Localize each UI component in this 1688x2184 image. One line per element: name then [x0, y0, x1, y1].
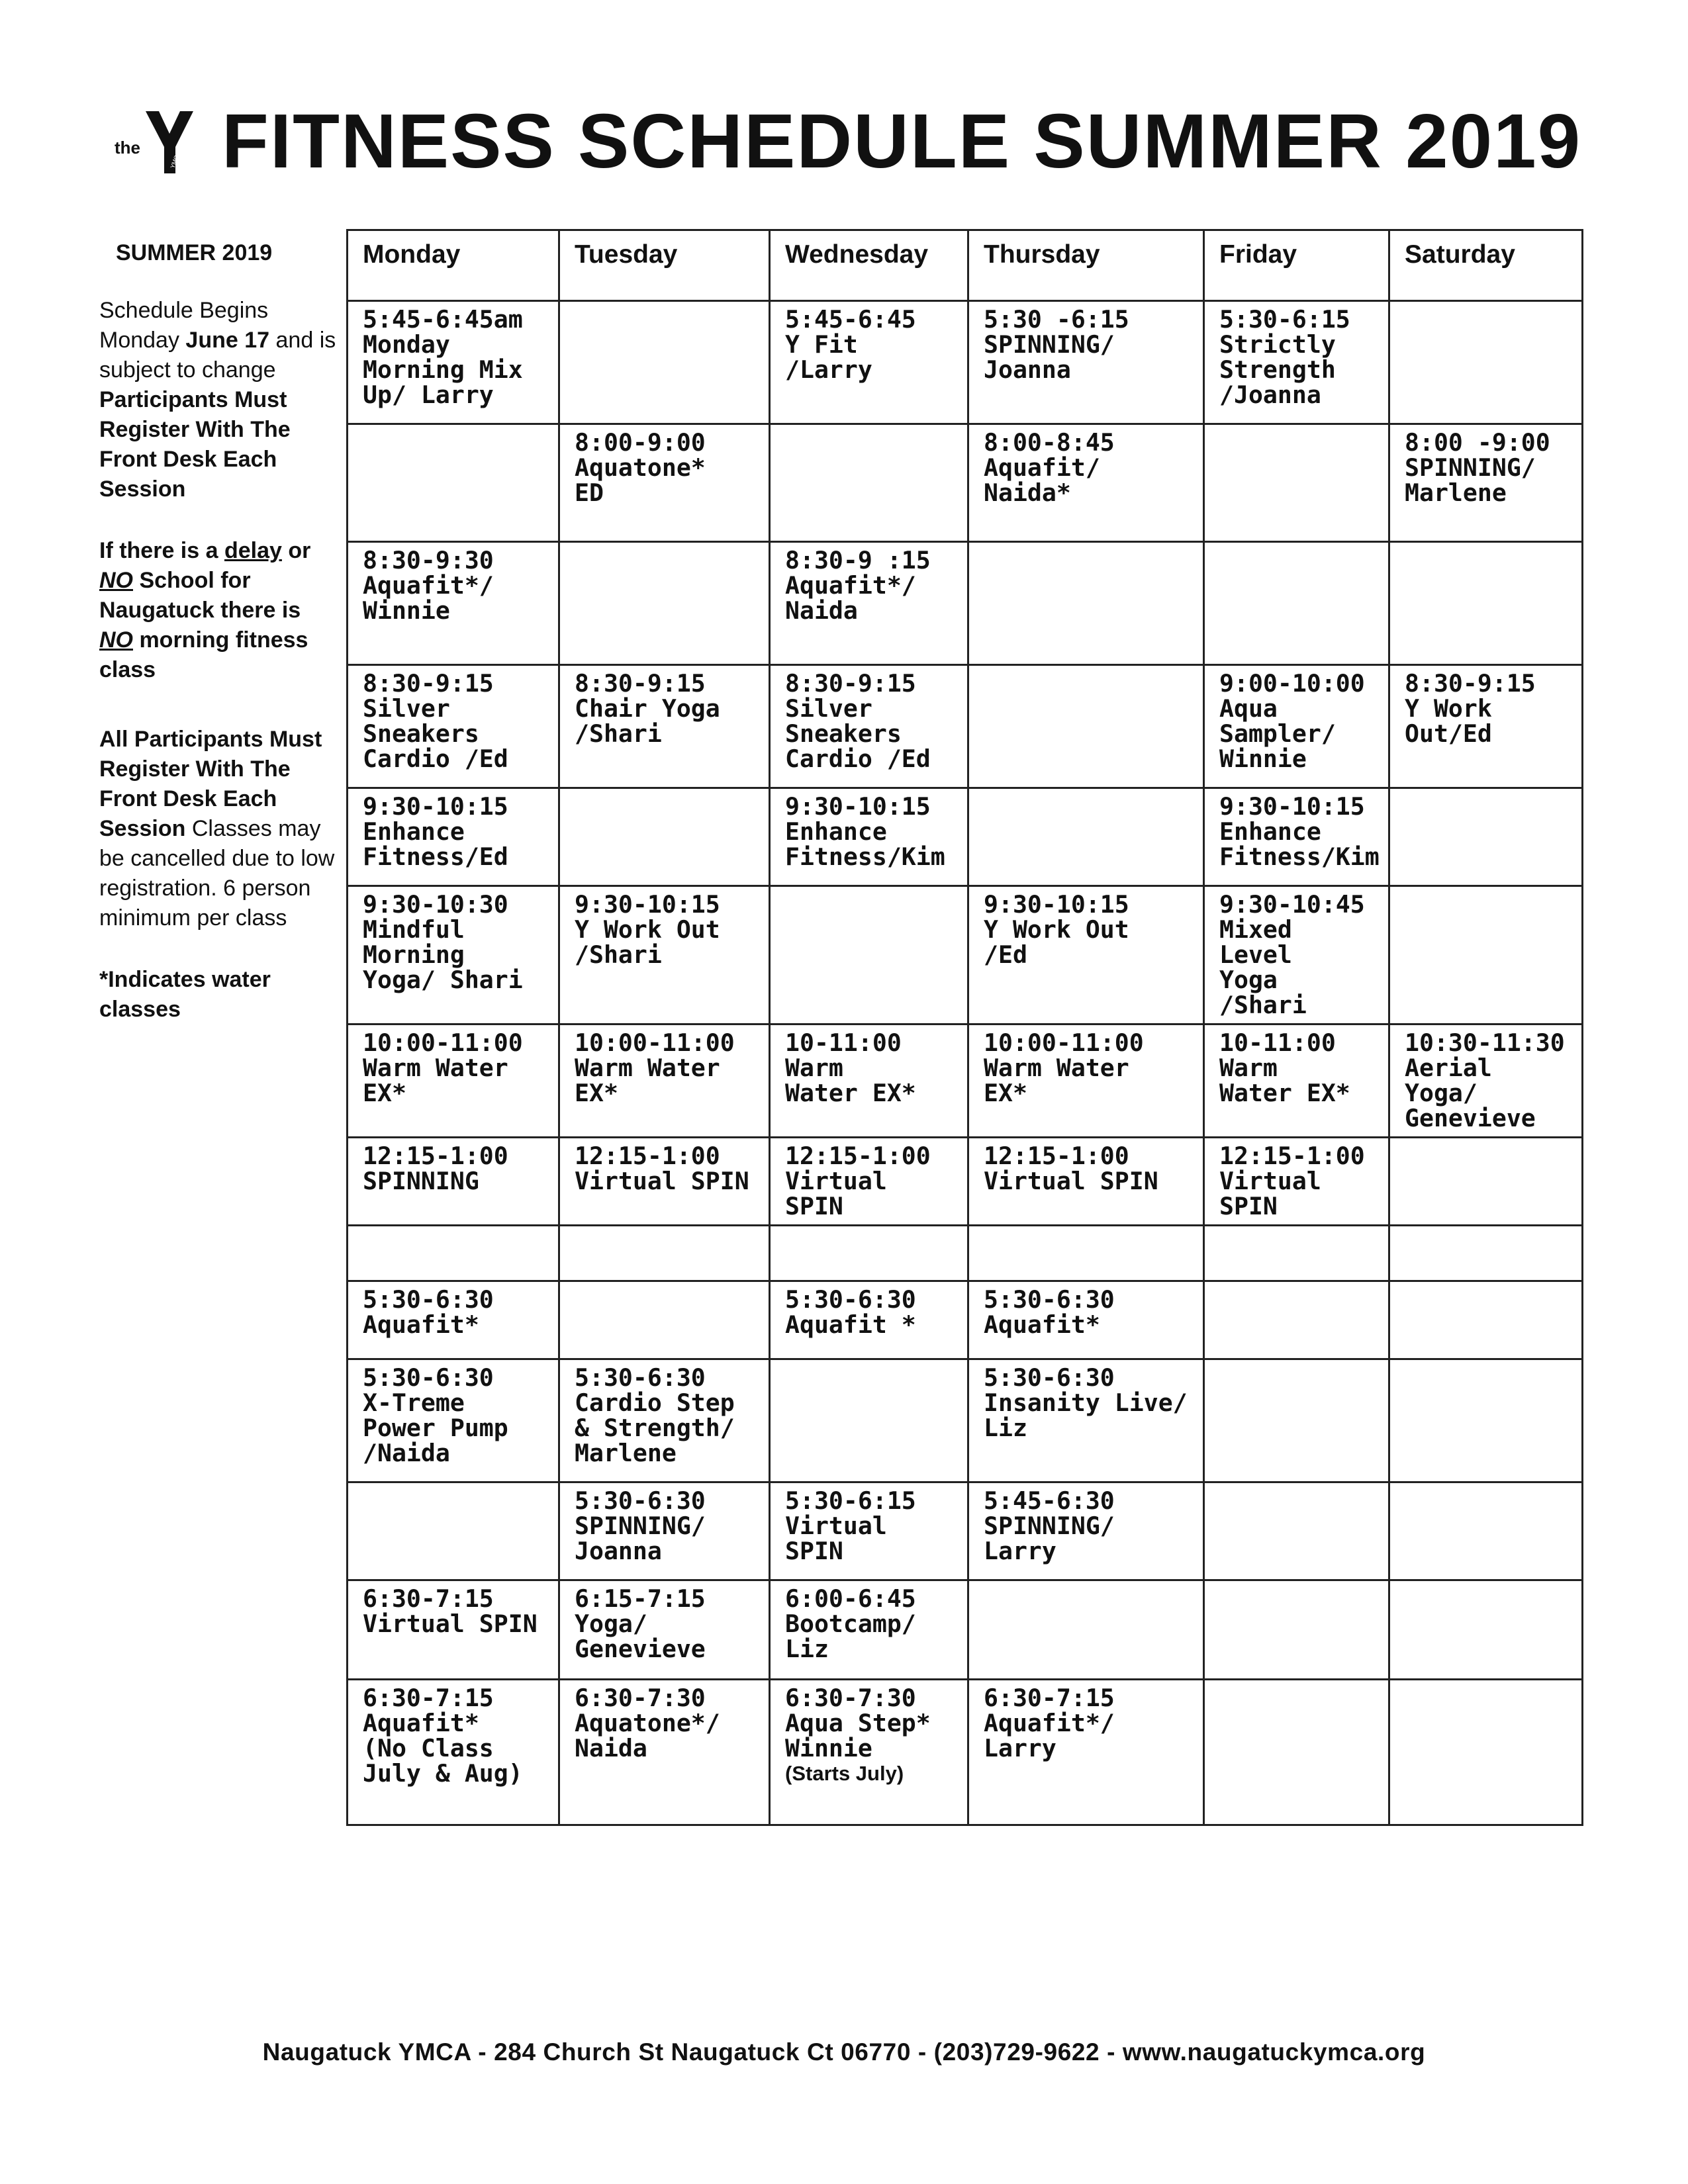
- class-slot-text: 5:30-6:30 Cardio Step & Strength/ Marlene: [575, 1363, 735, 1467]
- day-header-thursday: Thursday: [968, 230, 1204, 301]
- class-slot: [1204, 542, 1389, 665]
- class-slot: [559, 665, 770, 788]
- class-slot-text: 5:30-6:30 Insanity Live/ Liz: [984, 1363, 1188, 1442]
- class-slot-text: 9:30-10:15 Y Work Out /Ed: [984, 890, 1129, 969]
- class-slot-text: 5:30-6:30 SPINNING/ Joanna: [575, 1486, 706, 1565]
- class-slot-text: 6:30-7:15 Virtual SPIN: [363, 1584, 538, 1638]
- class-slot: [348, 1482, 559, 1580]
- class-slot-text: 12:15-1:00 Virtual SPIN: [984, 1142, 1158, 1195]
- class-slot: [770, 1024, 968, 1138]
- class-slot: [1389, 1482, 1583, 1580]
- class-slot-text: 5:30-6:30 X-Treme Power Pump /Naida: [363, 1363, 508, 1467]
- schedule-row: [348, 1138, 1583, 1226]
- delay-note: If there is a delay or NO School for Naugatuck there is NO morning fitness class: [99, 538, 311, 682]
- class-slot: [559, 1138, 770, 1226]
- class-slot: [770, 1482, 968, 1580]
- day-header-saturday: Saturday: [1389, 230, 1583, 301]
- class-slot: [1204, 1138, 1389, 1226]
- class-slot: [968, 1482, 1204, 1580]
- class-slot-text: 9:30-10:15 Enhance Fitness/Ed: [363, 792, 508, 871]
- class-slot: [348, 1580, 559, 1680]
- starts-july-note: (Starts July): [785, 1762, 904, 1785]
- schedule-row: [348, 665, 1583, 788]
- class-slot: [1389, 1359, 1583, 1482]
- schedule-row: [348, 301, 1583, 424]
- class-slot-text: 5:30-6:30 Aquafit*: [984, 1285, 1115, 1339]
- sidebar-heading: SUMMER 2019: [116, 240, 273, 265]
- class-slot: [1389, 1024, 1583, 1138]
- class-slot: [770, 1359, 968, 1482]
- class-slot: [559, 1024, 770, 1138]
- day-header-wednesday: Wednesday: [770, 230, 968, 301]
- class-slot: [1389, 424, 1583, 542]
- class-slot: [1204, 788, 1389, 886]
- class-slot-text: 9:30-10:15 Enhance Fitness/Kim: [1219, 792, 1380, 871]
- class-slot: [1204, 1281, 1389, 1359]
- class-slot: [1389, 886, 1583, 1024]
- class-slot: [559, 1281, 770, 1359]
- class-slot: [770, 301, 968, 424]
- class-slot-text: 5:30-6:15 Strictly Strength /Joanna: [1219, 305, 1350, 409]
- class-slot: [1204, 1580, 1389, 1680]
- class-slot: [559, 788, 770, 886]
- class-slot-text: 6:15-7:15 Yoga/ Genevieve: [575, 1584, 706, 1663]
- class-slot-text: 12:15-1:00 SPINNING: [363, 1142, 508, 1195]
- class-slot-text: 8:30-9 :15 Aquafit*/ Naida: [785, 546, 931, 625]
- class-slot-text: 8:30-9:15 Silver Sneakers Cardio /Ed: [785, 669, 931, 773]
- class-slot-text: 8:00-8:45 Aquafit/ Naida*: [984, 428, 1115, 507]
- class-slot: [1389, 542, 1583, 665]
- class-slot: [1389, 1281, 1583, 1359]
- class-slot: [968, 424, 1204, 542]
- class-slot: [1389, 1680, 1583, 1825]
- schedule-row: [348, 1281, 1583, 1359]
- class-slot-text: 8:00-9:00 Aquatone* ED: [575, 428, 706, 507]
- class-slot: [559, 1226, 770, 1281]
- class-slot: [559, 886, 770, 1024]
- class-slot: [348, 301, 559, 424]
- class-slot: [968, 788, 1204, 886]
- class-slot: [968, 1580, 1204, 1680]
- class-slot: [968, 1281, 1204, 1359]
- schedule-row: [348, 1680, 1583, 1825]
- schedule-row: [348, 424, 1583, 542]
- class-slot-text: 8:30-9:15 Silver Sneakers Cardio /Ed: [363, 669, 508, 773]
- class-slot: [348, 1281, 559, 1359]
- register-notice: Participants Must Register With The Front Desk Each Session: [99, 387, 291, 502]
- class-slot: [770, 424, 968, 542]
- day-header-row: [348, 230, 1583, 301]
- class-slot: [1204, 1359, 1389, 1482]
- day-header-monday: Monday: [348, 230, 559, 301]
- schedule-row: [348, 542, 1583, 665]
- class-slot: [968, 1359, 1204, 1482]
- class-slot-text: 5:30-6:30 Aquafit*: [363, 1285, 494, 1339]
- schedule-row: [348, 1024, 1583, 1138]
- svg-text:the: the: [115, 138, 140, 158]
- class-slot: [1389, 301, 1583, 424]
- page-header: [106, 99, 1589, 199]
- class-slot-text: 12:15-1:00 Virtual SPIN: [1219, 1142, 1365, 1220]
- class-slot: [1389, 665, 1583, 788]
- class-slot: [348, 1226, 559, 1281]
- class-slot-text: 9:00-10:00 Aqua Sampler/ Winnie: [1219, 669, 1365, 773]
- class-slot-text: 6:30-7:15 Aquafit*/ Larry: [984, 1684, 1115, 1762]
- class-slot-text: 10-11:00 Warm Water EX*: [785, 1028, 916, 1107]
- class-slot: [968, 1138, 1204, 1226]
- schedule-row: [348, 1359, 1583, 1482]
- class-slot: [1204, 301, 1389, 424]
- class-slot: [770, 1680, 968, 1825]
- class-slot-text: 9:30-10:45 Mixed Level Yoga /Shari: [1219, 890, 1365, 1019]
- class-slot-text: 10:00-11:00 Warm Water EX*: [984, 1028, 1144, 1107]
- class-slot: [348, 1359, 559, 1482]
- class-slot-text: 6:30-7:30 Aqua Step* Winnie: [785, 1684, 931, 1762]
- footer-contact: Naugatuck YMCA - 284 Church St Naugatuck Ct 06770 - (203)729-9622 - www.naugatuckymca.org: [262, 2038, 1426, 2066]
- class-slot-text: 5:30 -6:15 SPINNING/ Joanna: [984, 305, 1129, 384]
- class-slot-text: 6:30-7:30 Aquatone*/ Naida: [575, 1684, 720, 1762]
- class-slot: [770, 886, 968, 1024]
- class-slot-text: 5:45-6:30 SPINNING/ Larry: [984, 1486, 1115, 1565]
- class-slot: [770, 1281, 968, 1359]
- class-slot: [968, 1024, 1204, 1138]
- class-slot: [348, 665, 559, 788]
- class-slot: [559, 1680, 770, 1825]
- class-slot-text: 10:30-11:30 Aerial Yoga/ Genevieve: [1405, 1028, 1565, 1132]
- class-slot: [968, 1226, 1204, 1281]
- class-slot: [1204, 424, 1389, 542]
- class-slot-text: 9:30-10:30 Mindful Morning Yoga/ Shari: [363, 890, 523, 994]
- class-slot: [348, 542, 559, 665]
- class-slot-text: 6:00-6:45 Bootcamp/ Liz: [785, 1584, 916, 1663]
- class-slot: [770, 1226, 968, 1281]
- class-slot: [1204, 1226, 1389, 1281]
- water-classes-note: *Indicates water classes: [99, 967, 271, 1022]
- class-slot: [968, 1680, 1204, 1825]
- schedule-row: [348, 1226, 1583, 1281]
- class-slot-text: 9:30-10:15 Enhance Fitness/Kim: [785, 792, 945, 871]
- class-slot-text: 5:30-6:15 Virtual SPIN: [785, 1486, 916, 1565]
- class-slot: [559, 1580, 770, 1680]
- class-slot: [1204, 665, 1389, 788]
- class-slot: [968, 542, 1204, 665]
- class-slot: [1204, 1482, 1389, 1580]
- class-slot-text: 10:00-11:00 Warm Water EX*: [363, 1028, 523, 1107]
- class-slot: [559, 301, 770, 424]
- class-slot: [1389, 788, 1583, 886]
- page-title: FITNESS SCHEDULE SUMMER 2019: [222, 98, 1582, 184]
- class-slot: [348, 1138, 559, 1226]
- class-slot: [559, 424, 770, 542]
- class-slot: [1204, 1024, 1389, 1138]
- class-slot: [1389, 1580, 1583, 1680]
- class-slot-text: 8:30-9:15 Chair Yoga /Shari: [575, 669, 720, 748]
- class-slot-text: 10-11:00 Warm Water EX*: [1219, 1028, 1350, 1107]
- class-slot: [1389, 1226, 1583, 1281]
- class-slot: [559, 1359, 770, 1482]
- schedule-row: [348, 886, 1583, 1024]
- class-slot-text: 6:30-7:15 Aquafit* (No Class July & Aug): [363, 1684, 523, 1788]
- class-slot: [770, 665, 968, 788]
- class-slot-text: 5:30-6:30 Aquafit *: [785, 1285, 916, 1339]
- registration-note: All Participants Must Register With The Front Desk Each Session Classes may be cancelled due to low registration. 6 person minimum per class: [99, 727, 335, 931]
- class-slot: [770, 788, 968, 886]
- sidebar-notes: [99, 238, 338, 1056]
- schedule-begins-note: Schedule Begins Monday June 17 and is subject to change Participants Must Register With The Front Desk Each Session: [99, 298, 336, 502]
- class-slot: [348, 886, 559, 1024]
- class-slot: [559, 1482, 770, 1580]
- class-slot-text: 10:00-11:00 Warm Water EX*: [575, 1028, 735, 1107]
- class-slot: [1389, 1138, 1583, 1226]
- class-slot-text: 9:30-10:15 Y Work Out /Shari: [575, 890, 720, 969]
- schedule-row: [348, 1580, 1583, 1680]
- class-slot-text: 5:45-6:45 Y Fit /Larry: [785, 305, 916, 384]
- class-slot-text: 5:45-6:45am Monday Morning Mix Up/ Larry: [363, 305, 523, 409]
- class-slot: [770, 542, 968, 665]
- class-slot: [348, 788, 559, 886]
- class-slot: [1204, 886, 1389, 1024]
- class-slot: [968, 301, 1204, 424]
- schedule-row: [348, 1482, 1583, 1580]
- class-slot: [1204, 1680, 1389, 1825]
- schedule-table: [346, 229, 1583, 1826]
- class-slot: [559, 542, 770, 665]
- class-slot: [968, 665, 1204, 788]
- class-slot: [348, 1680, 559, 1825]
- class-slot: [968, 886, 1204, 1024]
- class-slot-text: 8:00 -9:00 SPINNING/ Marlene: [1405, 428, 1550, 507]
- schedule-row: [348, 788, 1583, 886]
- class-slot-text: 12:15-1:00 Virtual SPIN: [785, 1142, 931, 1220]
- class-slot: [348, 424, 559, 542]
- class-slot: [770, 1138, 968, 1226]
- class-slot: [770, 1580, 968, 1680]
- class-slot-text: 12:15-1:00 Virtual SPIN: [575, 1142, 749, 1195]
- day-header-friday: Friday: [1204, 230, 1389, 301]
- day-header-tuesday: Tuesday: [559, 230, 770, 301]
- ymca-logo: [111, 106, 197, 179]
- svg-text:YMCA: YMCA: [169, 150, 181, 169]
- class-slot: [348, 1024, 559, 1138]
- class-slot-text: 8:30-9:15 Y Work Out/Ed: [1405, 669, 1536, 748]
- class-slot-text: 8:30-9:30 Aquafit*/ Winnie: [363, 546, 494, 625]
